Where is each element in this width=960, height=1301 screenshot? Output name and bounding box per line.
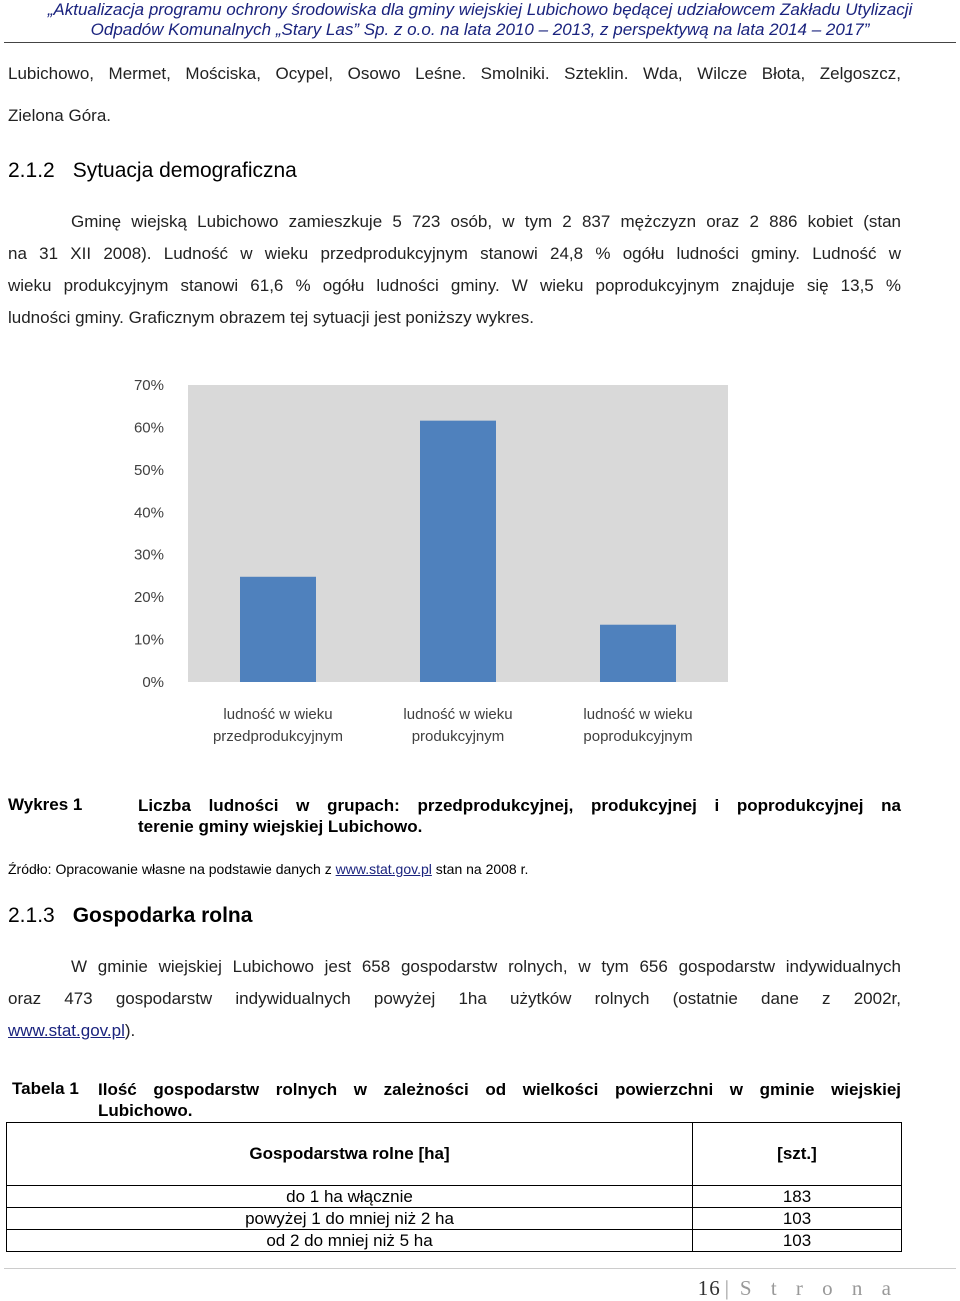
table-cell: 103 bbox=[693, 1230, 902, 1252]
population-bar-chart bbox=[118, 368, 758, 753]
bar bbox=[420, 421, 496, 682]
section-number: 2.1.2 bbox=[8, 159, 55, 182]
figure-caption bbox=[138, 795, 901, 837]
section-title: Sytuacja demograficzna bbox=[72, 159, 297, 182]
header-line-2: Odpadów Komunalnych „Stary Las” Sp. z o.o. na lata 2010 – 2013, z perspektywą na lata 2014 – 2017” bbox=[90, 20, 870, 39]
table-cell: do 1 ha włącznie bbox=[7, 1186, 693, 1208]
y-tick-label: 40% bbox=[133, 504, 164, 522]
demography-paragraph bbox=[8, 206, 901, 334]
demography-line-4: ludności gminy. Graficznym obrazem tej sytuacji jest poniższy wykres. bbox=[8, 308, 534, 327]
agriculture-line-1: W gminie wiejskiej Lubichowo jest 658 gospodarstw rolnych, w tym 656 gospodarstw indywidualnych bbox=[71, 957, 901, 976]
x-tick-label: ludność w wieku bbox=[583, 706, 693, 723]
source-prefix: Źródło: Opracowanie własne na podstawie danych z bbox=[8, 861, 336, 877]
section-title: Gospodarka rolna bbox=[72, 904, 253, 927]
table-label: Tabela 1 bbox=[12, 1079, 79, 1098]
table-caption-line-1: Ilość gospodarstw rolnych w zależności od wielkości powierzchni w gminie wiejskiej bbox=[98, 1080, 901, 1099]
table-cell: 183 bbox=[693, 1186, 902, 1208]
table-caption-line-2: Lubichowo. bbox=[98, 1101, 193, 1120]
table-header-row bbox=[7, 1123, 902, 1186]
y-tick-label: 70% bbox=[133, 377, 164, 394]
x-tick-label: przedprodukcyjnym bbox=[212, 728, 344, 745]
intro-paragraph bbox=[8, 58, 901, 132]
page-header bbox=[0, 0, 960, 42]
column-header-count: [szt.] bbox=[693, 1123, 902, 1186]
table-cell: od 2 do mniej niż 5 ha bbox=[7, 1230, 693, 1252]
table-caption bbox=[98, 1079, 901, 1121]
page-number-value: 16 bbox=[697, 1276, 721, 1300]
intro-line-2: Zielona Góra. bbox=[8, 106, 111, 125]
table-row bbox=[7, 1208, 902, 1230]
agriculture-paragraph bbox=[8, 951, 901, 1047]
agriculture-line-2: oraz 473 gospodarstw indywidualnych powyżej 1ha użytków rolnych (ostatnie dane z 2002r, bbox=[8, 989, 901, 1008]
x-tick-label: produkcyjnym bbox=[411, 728, 505, 745]
table-cell: 103 bbox=[693, 1208, 902, 1230]
y-tick-label: 50% bbox=[133, 461, 164, 479]
intro-line-1: Lubichowo, Mermet, Mościska, Ocypel, Osowo Leśne. Smolniki. Szteklin. Wda, Wilcze Błota, Zelgoszcz, bbox=[8, 64, 901, 83]
table-cell: powyżej 1 do mniej niż 2 ha bbox=[7, 1208, 693, 1230]
figure-label: Wykres 1 bbox=[8, 795, 83, 814]
source-link[interactable]: www.stat.gov.pl bbox=[335, 861, 432, 877]
demography-line-3: wieku produkcyjnym stanowi 61,6 % ogółu ludności gminy. W wieku poprodukcyjnym znajduje się 13,5 % bbox=[8, 276, 901, 295]
x-tick-label: poprodukcyjnym bbox=[583, 728, 693, 745]
figure-caption-line-2: terenie gminy wiejskiej Lubichowo. bbox=[138, 817, 423, 836]
agriculture-line-3-suffix: ). bbox=[124, 1021, 136, 1040]
farms-table bbox=[6, 1122, 902, 1252]
demography-line-2: na 31 XII 2008). Ludność w wieku przedprodukcyjnym stanowi 24,8 % ogółu ludności gminy. Ludność w bbox=[8, 244, 901, 263]
section-number: 2.1.3 bbox=[8, 904, 55, 927]
header-line-1: „Aktualizacja programu ochrony środowiska dla gminy wiejskiej Lubichowo będącej udziałowcem Zakładu Utylizacji bbox=[47, 0, 913, 19]
bar bbox=[600, 625, 676, 682]
y-tick-label: 0% bbox=[142, 674, 164, 691]
y-tick-label: 20% bbox=[133, 589, 164, 607]
source-suffix: stan na 2008 r. bbox=[431, 861, 529, 877]
x-tick-label: ludność w wieku bbox=[403, 706, 513, 723]
table-row bbox=[7, 1186, 902, 1208]
bar bbox=[240, 577, 316, 682]
figure-source bbox=[8, 861, 528, 877]
agriculture-line-3 bbox=[8, 1015, 901, 1047]
stat-link[interactable]: www.stat.gov.pl bbox=[8, 1021, 125, 1040]
header-rule bbox=[4, 42, 956, 43]
y-tick-label: 30% bbox=[133, 546, 164, 564]
section-heading-212 bbox=[8, 159, 297, 183]
footer-rule bbox=[4, 1268, 956, 1269]
column-header-area: Gospodarstwa rolne [ha] bbox=[7, 1123, 693, 1186]
page-label: S t r o n a bbox=[739, 1276, 898, 1300]
page-separator: | bbox=[724, 1276, 730, 1300]
figure-caption-line-1: Liczba ludności w grupach: przedprodukcyjnej, produkcyjnej i poprodukcyjnej na bbox=[138, 796, 901, 815]
demography-line-1: Gminę wiejską Lubichowo zamieszkuje 5 723 osób, w tym 2 837 mężczyzn oraz 2 886 kobiet (stan bbox=[71, 212, 901, 231]
section-heading-213 bbox=[8, 904, 252, 928]
page-number bbox=[698, 1276, 898, 1301]
y-tick-label: 10% bbox=[133, 631, 164, 649]
x-tick-label: ludność w wieku bbox=[223, 706, 333, 723]
y-tick-label: 60% bbox=[133, 419, 164, 437]
table-row bbox=[7, 1230, 902, 1252]
